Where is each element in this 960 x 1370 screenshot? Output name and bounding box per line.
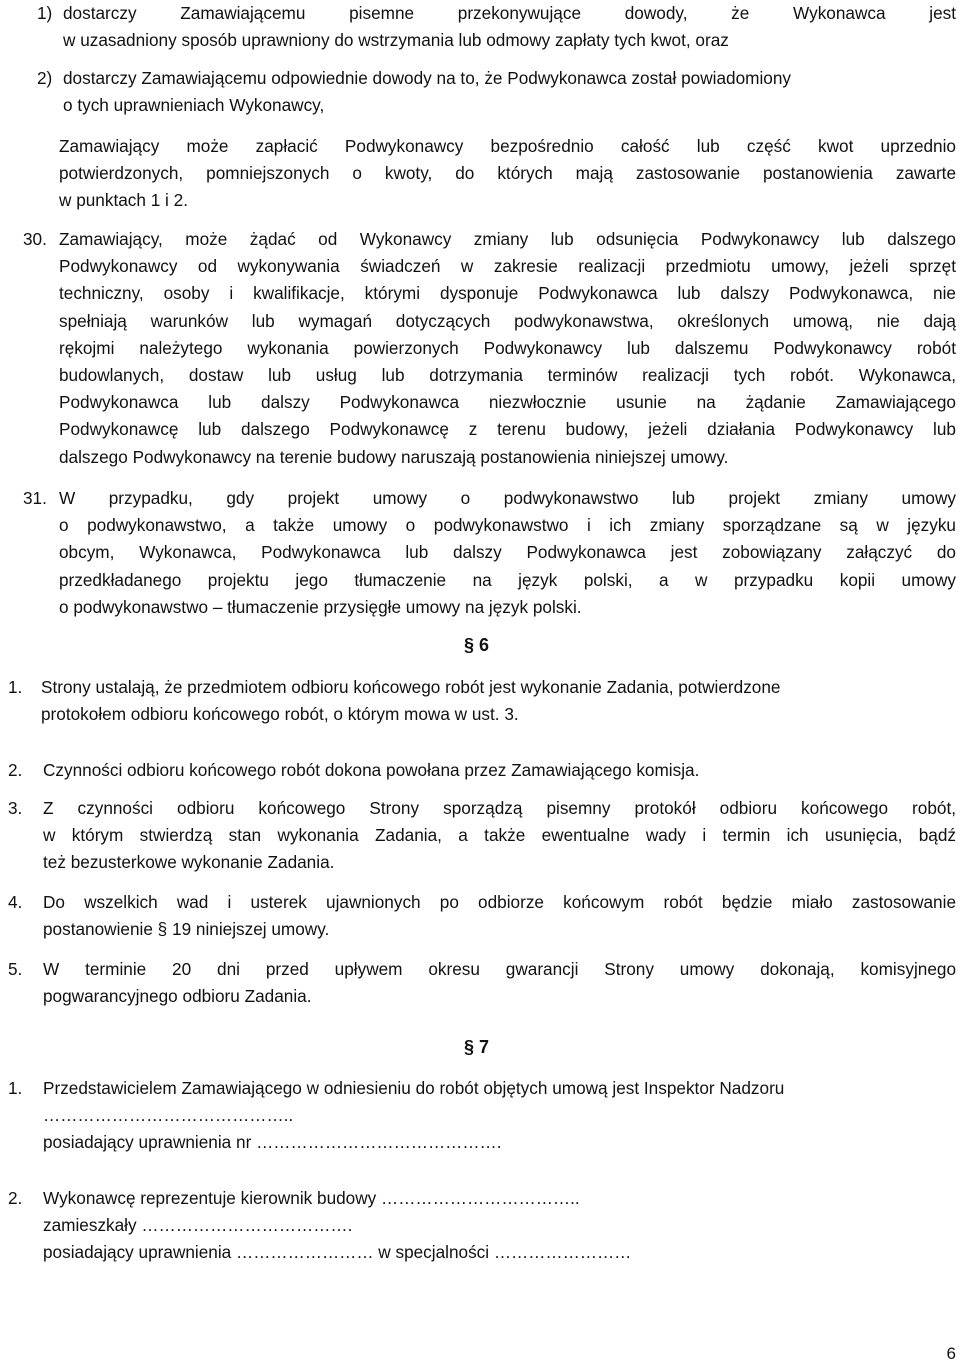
item-number: 1. [8,1078,23,1098]
point-30-text [59,226,956,471]
text-line: zamieszkały ………………………………. [43,1215,353,1236]
text-line: posiadający uprawnienia …………………… w specjalności …………………… [43,1242,632,1263]
reference-text: 19 niniejszej umowy. [167,919,330,940]
list-item [43,956,956,1010]
text-line: Podwykonawcę lub dalszego Podwykonawcę z terenu budowy, jeżeli działania Podwykonawcy lub [59,419,956,440]
section-heading-7 [464,1037,489,1058]
text-line: Podwykonawca lub dalszy Podwykonawca niezwłocznie usunie na żądanie Zamawiającego [59,392,956,413]
item-number: 4. [8,892,23,912]
intro-paragraph [59,133,956,215]
section-heading-6 [464,635,489,656]
text-line: potwierdzonych, pomniejszonych o kwoty, do których mają zastosowanie postanowienia zawarte [59,163,956,184]
text-line: w uzasadniony sposób uprawniony do wstrzymania lub odmowy zapłaty tych kwot, oraz [63,30,729,51]
text-line: dostarczy Zamawiającemu odpowiednie dowody na to, że Podwykonawca został powiadomiony [63,68,791,88]
text-line: dalszego Podwykonawcy na terenie budowy naruszają postanowienia niniejszej umowy. [59,446,729,467]
text-line: rękojmi należytego wykonania powierzonych Podwykonawcy lub dalszemu Podwykonawcy robót [59,337,956,358]
text-line: Przedstawicielem Zamawiającego w odniesieniu do robót objętych umową jest Inspektor Nadzoru [43,1078,785,1098]
text-line: Zamawiający, może żądać od Wykonawcy zmiany lub odsunięcia Podwykonawcy lub dalszego [59,229,956,249]
list-item [43,1075,943,1157]
section-sign: § [157,919,168,940]
text-line: przedkładanego projektu jego tłumaczenie na język polski, a w przypadku kopii umowy [59,569,956,590]
list-item [43,1185,943,1267]
item-number: 1. [8,677,23,697]
section-sign: § [464,635,475,655]
text-line: w punktach 1 i 2. [59,190,188,211]
section-number: 7 [479,1037,490,1057]
point-number: 31. [23,488,47,508]
list-item [43,889,956,943]
fill-in-blank: …………………………………….. [43,1105,294,1126]
text-line: w którym stwierdzą stan wykonania Zadania, a także ewentualne wady i termin ich usunięcia, bądź [43,825,956,846]
text-line: też bezusterkowe wykonanie Zadania. [43,852,335,873]
text-line: o podwykonawstwo – tłumaczenie przysięgłe umowy na język polski. [59,596,582,617]
text-line: Wykonawcę reprezentuje kierownik budowy …………………………….. [43,1188,580,1208]
text-line: Podwykonawcy od wykonywania świadczeń w zakresie realizacji przedmiotu umowy, jeżeli sprzęt [59,256,956,277]
text-line: dostarczy Zamawiającemu pisemne przekonywujące dowody, że Wykonawca jest [63,3,956,23]
text-line: o tych uprawnieniach Wykonawcy, [63,95,325,116]
point-number: 30. [23,229,47,249]
section-sign: § [464,1037,475,1057]
text-line: budowlanych, dostaw lub usług lub dotrzymania terminów realizacji tych robót. Wykonawca, [59,365,956,386]
page-number: 6 [946,1344,956,1363]
list-marker: 1) [37,3,53,23]
postanowienie-text: postanowienie [43,919,158,940]
text-line: spełniają warunków lub wymagań dotyczących podwykonawstwa, określonych umową, nie dają [59,310,956,331]
text-line: Czynności odbioru końcowego robót dokona powołana przez Zamawiającego komisja. [43,760,700,780]
text-line: W terminie 20 dni przed upływem okresu gwarancji Strony umowy dokonają, komisyjnego [43,959,956,979]
text-line: posiadający uprawnienia nr ……………………………………. [43,1132,502,1153]
list-item [63,65,956,119]
text-line: Z czynności odbioru końcowego Strony sporządzą pisemny protokół odbioru końcowego robót, [43,798,956,818]
list-marker: 2) [37,68,53,88]
text-line: obcym, Wykonawca, Podwykonawca lub dalszy Podwykonawca jest zobowiązany załączyć do [59,542,956,563]
list-item [43,795,956,877]
text-line: pogwarancyjnego odbioru Zadania. [43,986,312,1007]
text-line: Strony ustalają, że przedmiotem odbioru końcowego robót jest wykonanie Zadania, potwierdzone [41,677,781,697]
list-item [41,674,941,728]
text-line: Do wszelkich wad i usterek ujawnionych po odbiorze końcowym robót będzie miało zastosowanie [43,892,956,912]
point-31-text [59,485,956,621]
item-number: 3. [8,798,23,818]
item-number: 5. [8,959,23,979]
list-item [63,0,956,54]
text-line: W przypadku, gdy projekt umowy o podwykonawstwo lub projekt zmiany umowy [59,488,956,508]
text-line [43,916,956,943]
text-line: protokołem odbioru końcowego robót, o którym mowa w ust. 3. [41,704,519,725]
item-number: 2. [8,1188,23,1208]
text-line: techniczny, osoby i kwalifikacje, którymi dysponuje Podwykonawca lub dalszy Podwykonawca, nie [59,283,956,304]
section-number: 6 [479,635,490,655]
item-number: 2. [8,760,23,780]
text-line: o podwykonawstwo, a także umowy o podwykonawstwo i ich zmiany sporządzane są w języku [59,515,956,536]
list-item [43,757,943,784]
text-line: Zamawiający może zapłacić Podwykonawcy bezpośrednio całość lub część kwot uprzednio [59,136,956,156]
